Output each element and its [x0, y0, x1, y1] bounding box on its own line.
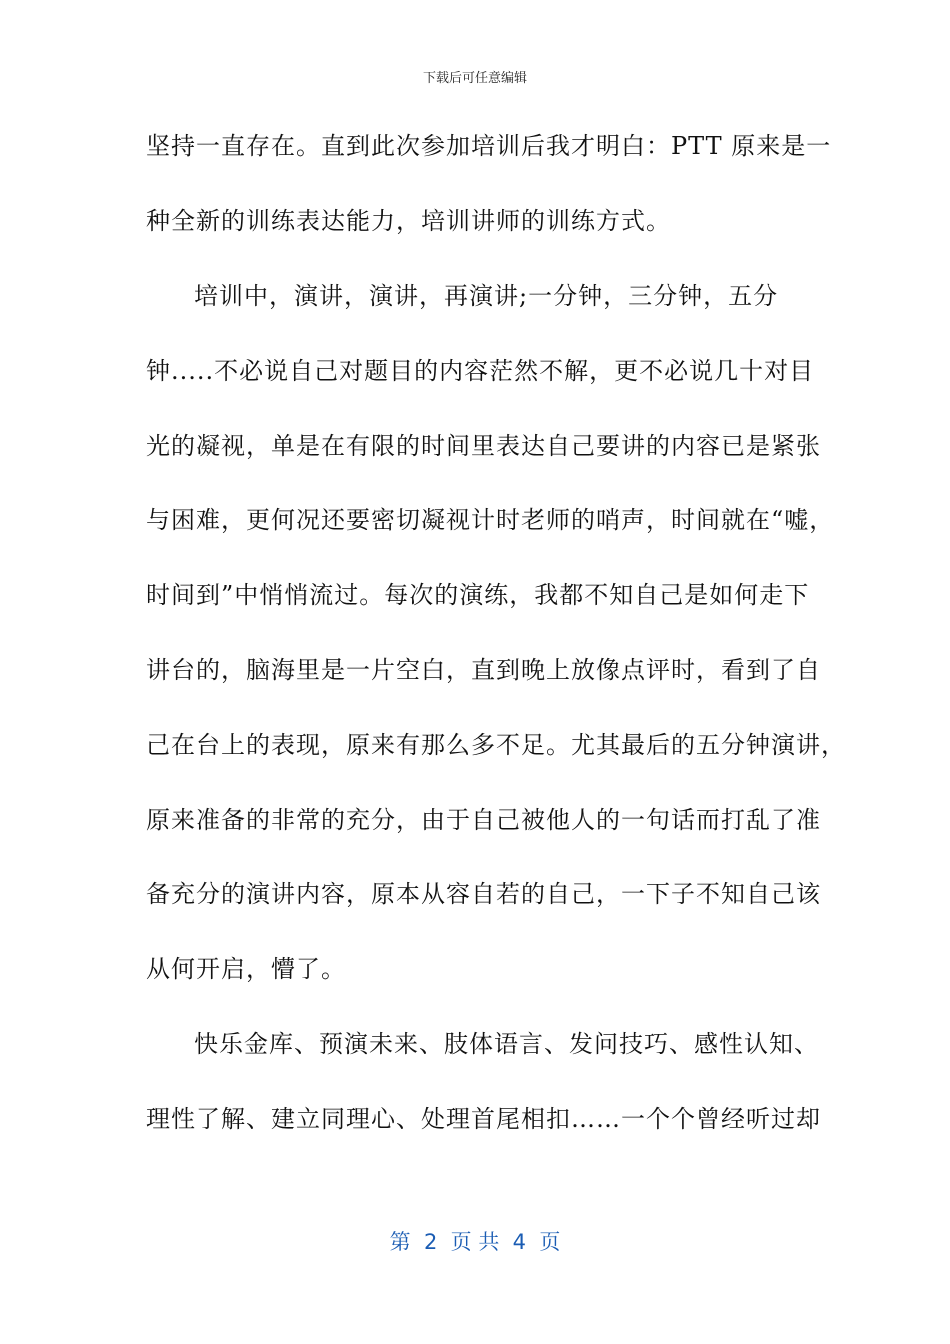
text-line: 光的凝视，单是在有限的时间里表达自己要讲的内容已是紧张 — [146, 432, 821, 460]
paragraph-start-line: 快乐金库、预演未来、肢体语言、发问技巧、感性认知、 — [194, 1030, 819, 1058]
text-line: 与困难，更何况还要密切凝视计时老师的哨声，时间就在“嘘， — [146, 506, 835, 534]
header-note: 下载后可任意编辑 — [422, 71, 527, 86]
text-line: 备充分的演讲内容，原本从容自若的自己，一下子不知自己该 — [146, 880, 821, 908]
text-line: 坚持一直存在。直到此次参加培训后我才明白：PTT 原来是一 — [146, 132, 832, 160]
page-number-footer: 第 2 页 共 4 页 — [389, 1230, 561, 1254]
text-line: 从何开启，懵了。 — [146, 955, 346, 983]
text-line: 钟.....不必说自己对题目的内容茫然不解，更不必说几十对目 — [146, 357, 815, 385]
text-line: 种全新的训练表达能力，培训讲师的训练方式。 — [146, 207, 671, 235]
paragraph-start-line: 培训中，演讲，演讲，再演讲;一分钟，三分钟，五分 — [194, 282, 779, 310]
text-line: 理性了解、建立同理心、处理首尾相扣……一个个曾经听过却 — [146, 1105, 821, 1133]
text-line: 原来准备的非常的充分，由于自己被他人的一句话而打乱了准 — [146, 806, 821, 834]
text-line: 时间到”中悄悄流过。每次的演练，我都不知自己是如何走下 — [146, 581, 810, 609]
text-line: 己在台上的表现，原来有那么多不足。尤其最后的五分钟演讲， — [146, 731, 846, 759]
text-line: 讲台的，脑海里是一片空白，直到晚上放像点评时，看到了自 — [146, 656, 821, 684]
